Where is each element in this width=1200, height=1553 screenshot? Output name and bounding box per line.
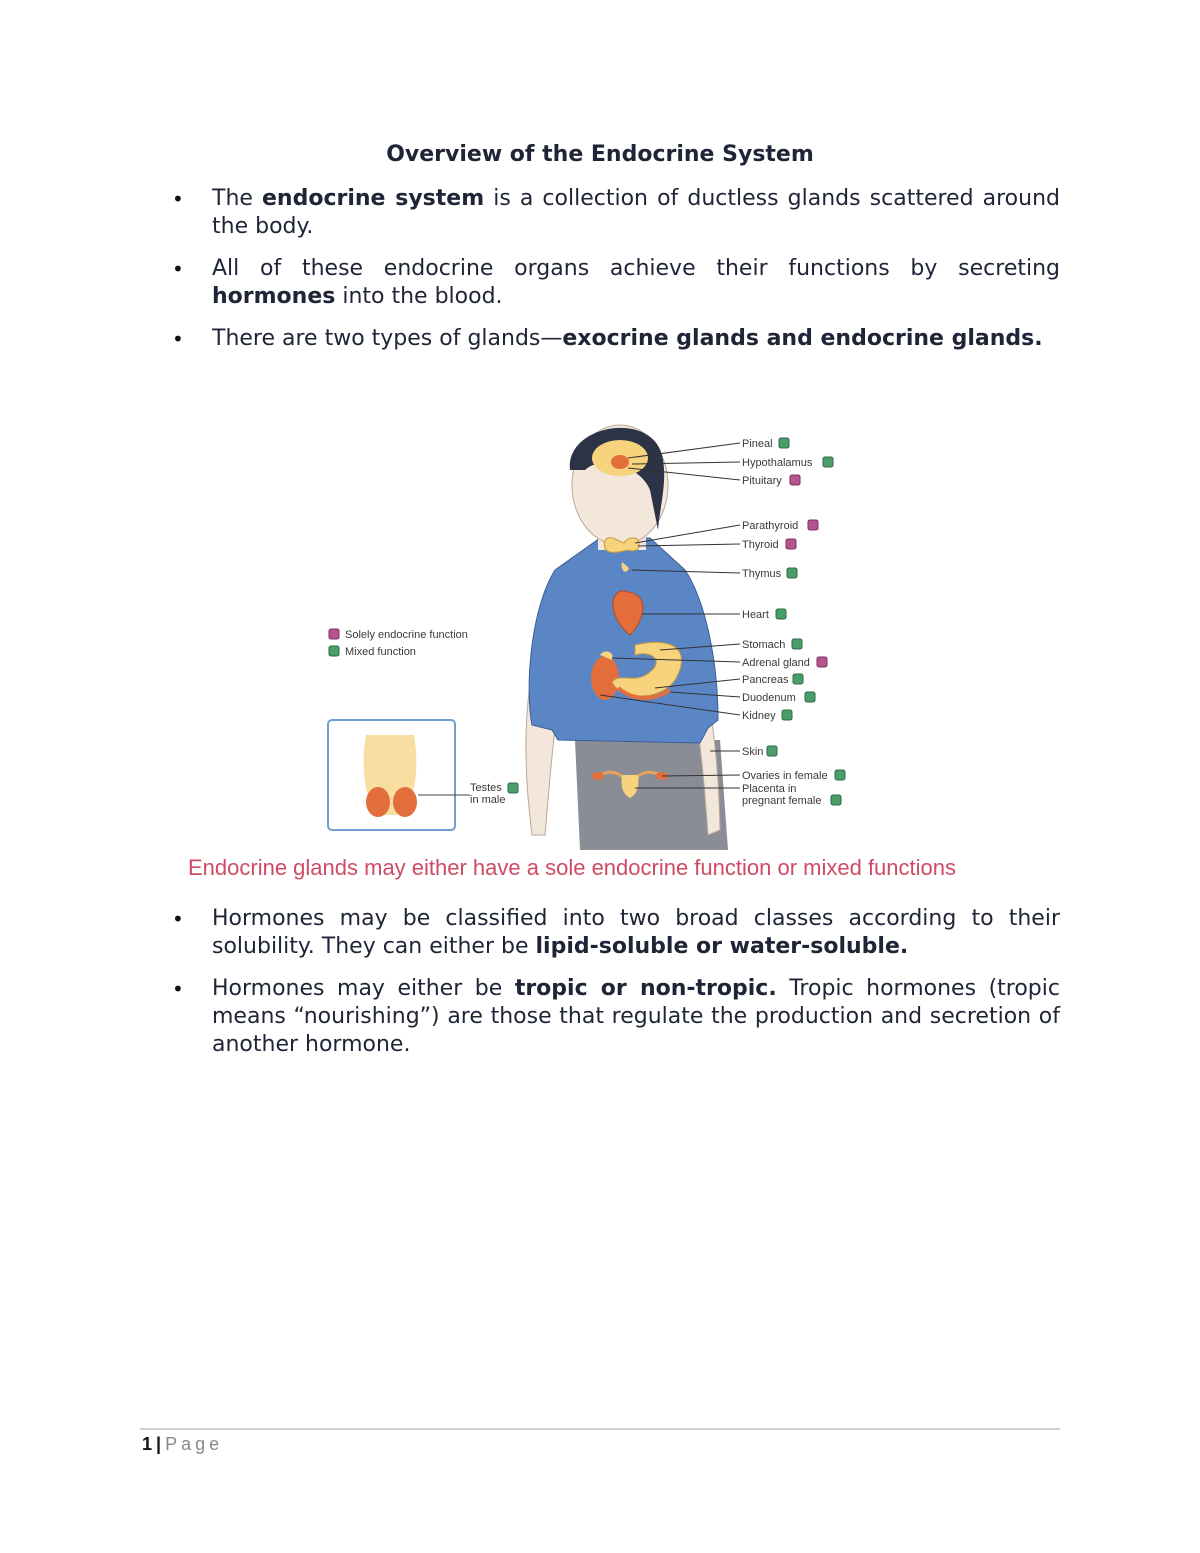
label-placenta-2: pregnant female — [742, 795, 822, 807]
legend — [329, 629, 468, 658]
footer-separator: | — [156, 1434, 162, 1454]
swatch-pancreas — [793, 674, 803, 684]
label-testes-2: in male — [470, 794, 506, 806]
endocrine-diagram — [180, 410, 1020, 890]
bullet-bold-text: endocrine system — [262, 186, 485, 211]
bullet-text: Hormones may either be — [212, 976, 515, 1001]
label-thymus: Thymus — [742, 568, 782, 580]
bullet-text: The — [212, 186, 263, 211]
swatch-thyroid — [786, 539, 796, 549]
label-adrenal: Adrenal gland — [742, 657, 810, 669]
legend-mixed-swatch — [329, 646, 339, 656]
label-pineal: Pineal — [742, 438, 773, 450]
bullet-item — [170, 325, 1060, 353]
bullet-item — [170, 975, 1060, 1059]
bullet-bold-text: tropic or non-tropic. — [514, 976, 777, 1001]
swatch-ovaries — [835, 770, 845, 780]
bullet-text: All of these endocrine organs achieve their functions by secreting — [212, 256, 1060, 281]
bullet-text: Hormones may be classified into two broad classes according to their solubility. They can either be — [212, 906, 1060, 959]
legend-solely-swatch — [329, 629, 339, 639]
bullet-item — [170, 185, 1060, 241]
document-title: Overview of the Endocrine System — [386, 142, 814, 167]
label-hypothalamus: Hypothalamus — [742, 457, 813, 469]
bullet-bold-text: exocrine glands and endocrine glands. — [562, 326, 1043, 351]
label-duodenum: Duodenum — [742, 692, 796, 704]
bullet-list-bottom — [170, 905, 1060, 1073]
legend-solely-label: Solely endocrine function — [345, 629, 468, 641]
bullet-bold-text: lipid-soluble or water-soluble. — [535, 934, 909, 959]
page-word: Page — [165, 1434, 224, 1454]
swatch-heart — [776, 609, 786, 619]
bullet-item — [170, 905, 1060, 961]
testes-inset — [328, 720, 470, 830]
bullet-text: is a collection of ductless glands scattered around the body. — [212, 186, 1060, 239]
swatch-adrenal — [817, 657, 827, 667]
bullet-list-top — [170, 185, 1060, 367]
endocrine-figure — [180, 410, 1020, 890]
swatch-testes — [508, 783, 518, 793]
label-parathyroid: Parathyroid — [742, 520, 799, 532]
page-number: 1 — [142, 1434, 153, 1454]
bullet-item — [170, 255, 1060, 311]
page-footer — [142, 1434, 223, 1455]
legend-mixed-label: Mixed function — [345, 646, 416, 658]
swatch-hypothalamus — [823, 457, 833, 467]
human-figure — [526, 425, 728, 850]
bullet-bold-text: hormones — [212, 284, 336, 309]
swatch-parathyroid — [808, 520, 818, 530]
label-pituitary: Pituitary — [742, 475, 782, 487]
label-kidney: Kidney — [742, 710, 776, 722]
label-testes-1: Testes — [470, 782, 502, 794]
swatch-pituitary — [790, 475, 800, 485]
label-pancreas: Pancreas — [742, 674, 789, 686]
swatch-thymus — [787, 568, 797, 578]
label-skin: Skin — [742, 746, 764, 758]
label-stomach: Stomach — [742, 639, 786, 651]
bullet-text: There are two types of glands— — [212, 326, 563, 351]
label-heart: Heart — [742, 609, 769, 621]
swatch-stomach — [792, 639, 802, 649]
swatch-placenta — [831, 795, 841, 805]
label-ovaries: Ovaries in female — [742, 770, 828, 782]
footer-divider — [140, 1428, 1060, 1430]
bullet-text: Tropic hormones (tropic means “nourishing”) are those that regulate the production and secretion of another hormone. — [212, 976, 1060, 1057]
swatch-skin — [767, 746, 777, 756]
swatch-kidney — [782, 710, 792, 720]
swatch-duodenum — [805, 692, 815, 702]
label-thyroid: Thyroid — [742, 539, 779, 551]
figure-caption: Endocrine glands may either have a sole endocrine function or mixed functions — [188, 855, 957, 880]
label-placenta-1: Placenta in — [742, 783, 797, 795]
swatch-pineal — [779, 438, 789, 448]
bullet-text: into the blood. — [335, 284, 503, 309]
